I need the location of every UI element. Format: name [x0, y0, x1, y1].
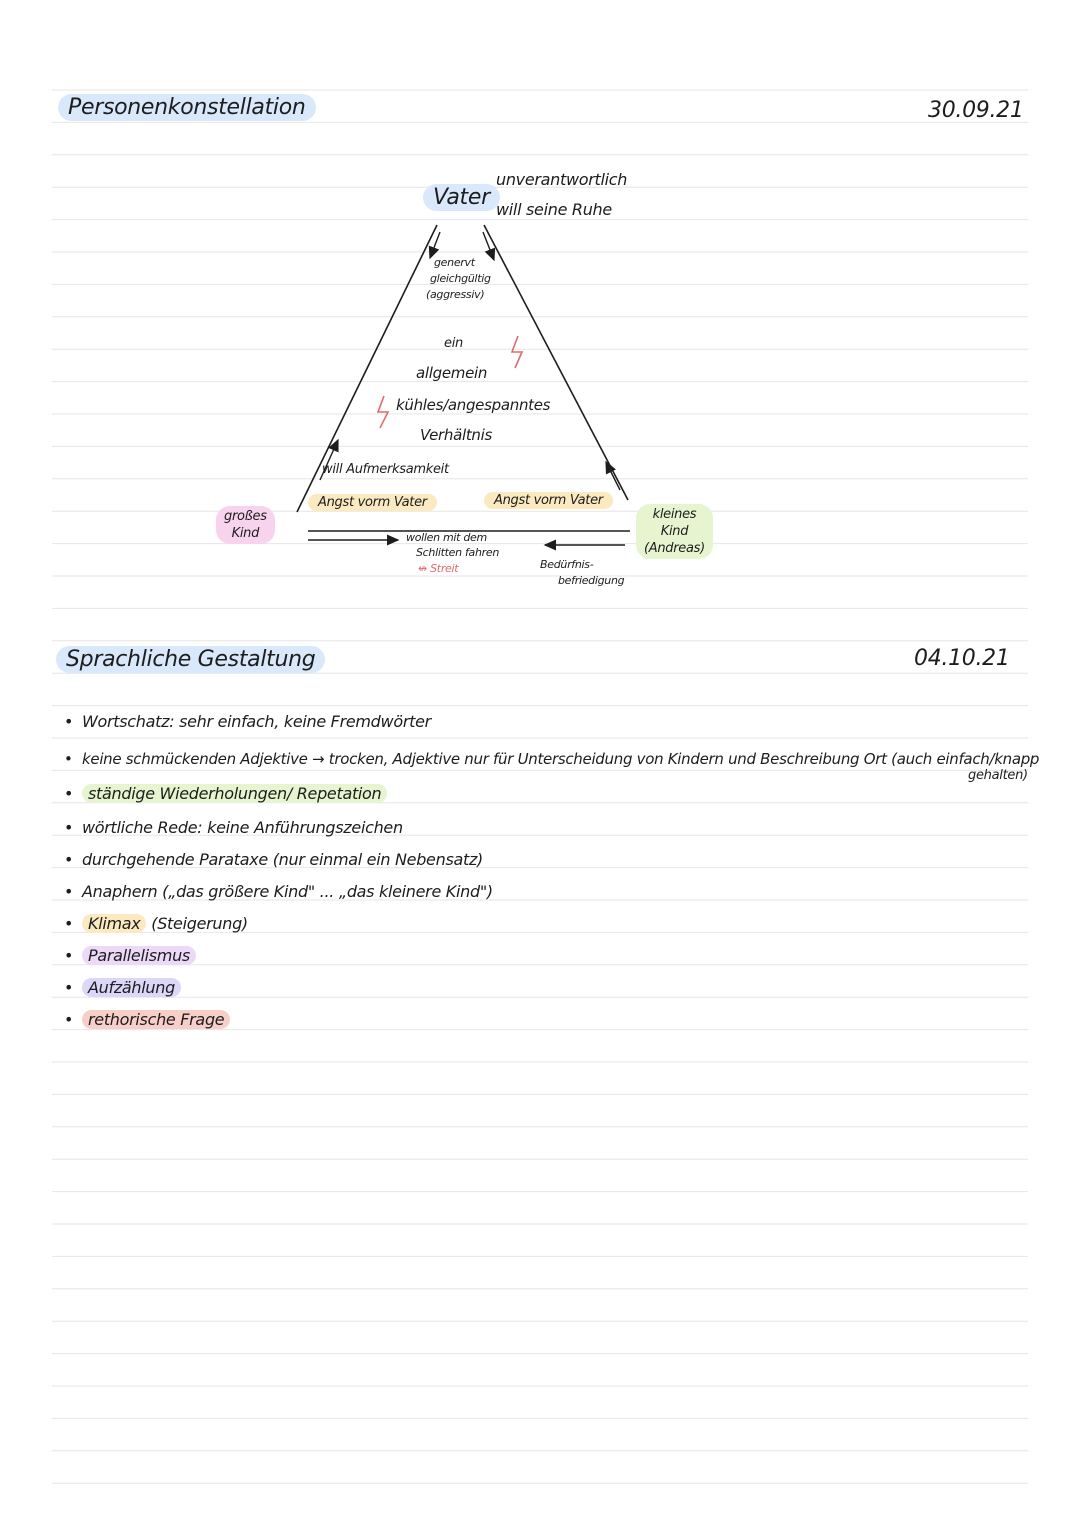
list-item	[64, 882, 493, 901]
smallchild-label-line: kleines	[652, 507, 697, 522]
children-activity: wollen mit dem	[406, 531, 487, 544]
section2-title: Sprachliche Gestaltung	[56, 646, 325, 673]
list-item-text: Klimax	[82, 914, 146, 933]
bullet-dot: •	[64, 712, 74, 731]
list-item-text: wörtliche Rede: keine Anführungszeichen	[82, 818, 403, 837]
relationship-text: kühles/angespanntes	[396, 396, 551, 414]
arrow-smallchild-up	[606, 462, 620, 490]
list-item-note: (Steigerung)	[151, 914, 248, 933]
bullet-dot: •	[64, 1010, 74, 1029]
list-item-text: keine schmückenden Adjektive → trocken, Adjektive nur für Unterscheidung von Kindern und Beschreibung Ort (auch einfach/knapp	[82, 750, 1040, 768]
smallchild-label-line: (Andreas)	[644, 541, 705, 556]
smallchild-label-line: Kind	[660, 524, 689, 539]
bullet-dot: •	[64, 914, 74, 933]
triangle-right-side	[484, 225, 628, 500]
smallchild-label	[636, 504, 713, 559]
list-item	[64, 750, 1039, 768]
list-item-continuation: gehalten)	[968, 768, 1028, 783]
arrow-father-right-down	[483, 232, 494, 260]
bigchild-label-line: Kind	[231, 526, 260, 541]
list-item-text: Aufzählung	[82, 978, 181, 997]
father-label: Vater	[423, 184, 500, 211]
list-item-text: Anaphern („das größere Kind" ... „das kleinere Kind")	[82, 882, 493, 901]
list-item	[64, 850, 483, 869]
bigchild-note: will Aufmerksamkeit	[322, 462, 449, 477]
father-attitude: gleichgültig	[430, 272, 491, 285]
list-item	[64, 784, 387, 803]
list-item	[64, 1010, 230, 1029]
relationship-text: allgemein	[416, 364, 488, 382]
father-attitude: (aggressiv)	[426, 288, 485, 301]
bigchild-label-line: großes	[224, 509, 267, 524]
section1-date: 30.09.21	[928, 98, 1024, 123]
bullet-dot: •	[64, 946, 74, 965]
bullet-dot: •	[64, 978, 74, 997]
children-conflict	[418, 562, 458, 575]
list-item-text: Wortschatz: sehr einfach, keine Fremdwörter	[82, 712, 431, 731]
list-item	[64, 818, 403, 837]
bullet-dot: •	[64, 850, 74, 869]
smallchild-note: befriedigung	[558, 574, 625, 587]
father-trait: unverantwortlich	[496, 170, 628, 189]
bullet-dot: •	[64, 784, 74, 803]
conflict-label: Streit	[430, 562, 459, 575]
relationship-text: ein	[444, 336, 463, 351]
children-activity: Schlitten fahren	[416, 546, 500, 559]
list-item-text: ständige Wiederholungen/ Repetation	[82, 784, 387, 803]
lightning-icon	[512, 336, 522, 368]
bigchild-fear: Angst vorm Vater	[308, 494, 437, 511]
bidirectional-arrow-icon: ↮	[418, 562, 431, 575]
section1-title: Personenkonstellation	[58, 94, 316, 121]
list-item-text: Parallelismus	[82, 946, 196, 965]
bullet-dot: •	[64, 818, 74, 837]
bigchild-label	[216, 506, 275, 544]
relationship-text: Verhältnis	[420, 426, 493, 444]
constellation-diagram	[0, 0, 1080, 620]
section2-date: 04.10.21	[914, 646, 1010, 671]
list-item	[64, 978, 181, 997]
list-item-text: durchgehende Parataxe (nur einmal ein Nebensatz)	[82, 850, 483, 869]
father-trait: will seine Ruhe	[496, 200, 612, 219]
smallchild-note: Bedürfnis-	[540, 558, 594, 571]
father-attitude: genervt	[434, 256, 475, 269]
list-item	[64, 946, 196, 965]
list-item	[64, 914, 248, 933]
list-item	[64, 712, 431, 731]
bullet-dot: •	[64, 750, 73, 768]
lightning-icon	[378, 396, 388, 428]
bullet-dot: •	[64, 882, 74, 901]
smallchild-fear: Angst vorm Vater	[484, 492, 613, 509]
list-item-text: rethorische Frage	[82, 1010, 230, 1029]
